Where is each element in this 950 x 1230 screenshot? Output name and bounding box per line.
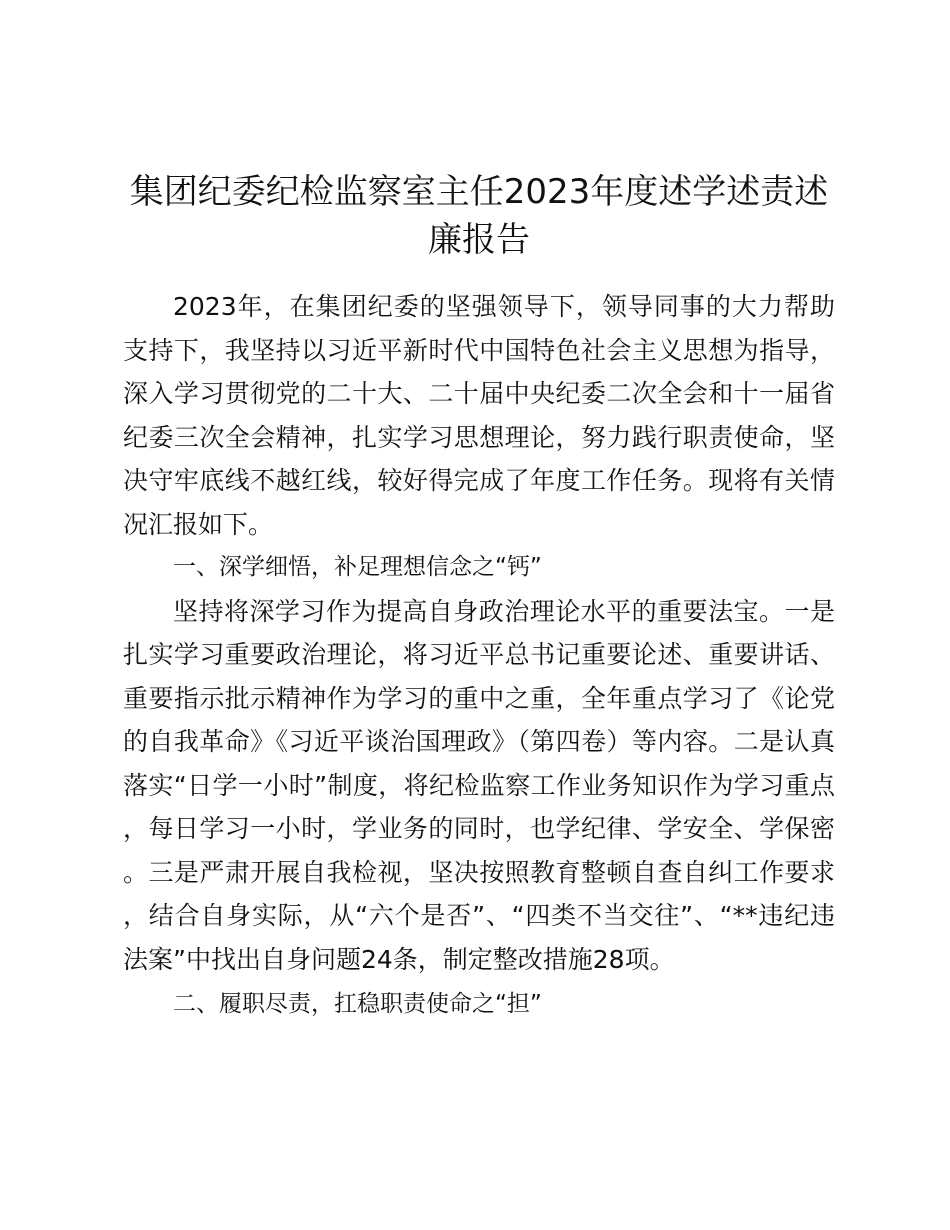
document-title: 集团纪委纪检监察室主任2023年度述学述责述廉报告 [129, 172, 829, 260]
section-1-paragraph: 坚持将深学习作为提高自身政治理论水平的重要法宝。一是扎实学习重要政治理论，将习近平总书记重要论述、重要讲话、重要指示批示精神作为学习的重中之重，全年重点学习了《论党的自我革命》《习近平谈治国理政》（第四卷）等内容。二是认真落实“日学一小时”制度，将纪检监察工作业务知识作为学习重点，每日学习一小时，学业务的同时，也学纪律、学安全、学保密。三是严肃开展自我检视，坚决按照教育整顿自查自纠工作要求，结合自身实际，从“六个是否”、“四类不当交往”、“**违纪违法案”中找出自身问题24条，制定整改措施28项。 [123, 596, 835, 974]
section-heading-1: 一、深学细悟，补足理想信念之“钙” [173, 554, 542, 580]
section-heading-2: 二、履职尽责，扛稳职责使命之“担” [173, 991, 542, 1017]
intro-paragraph: 2023年，在集团纪委的坚强领导下，领导同事的大力帮助支持下，我坚持以习近平新时代中国特色社会主义思想为指导，深入学习贯彻党的二十大、二十届中央纪委二次全会和十一届省纪委三次全会精神，扎实学习思想理论，努力践行职责使命，坚决守牢底线不越红线，较好得完成了年度工作任务。现将有关情况汇报如下。 [123, 292, 835, 539]
document-body [123, 285, 835, 1027]
